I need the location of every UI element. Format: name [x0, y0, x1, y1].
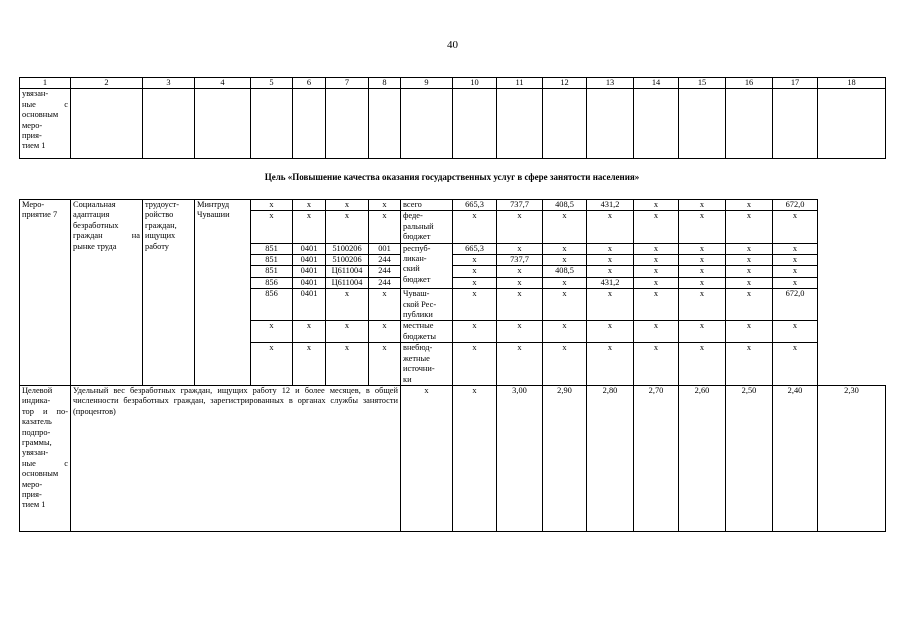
value-cell: x	[587, 211, 634, 243]
source-cell	[401, 200, 453, 211]
source-cell	[401, 243, 453, 289]
label-line: тием 1	[22, 500, 46, 510]
code-cell: 0401	[293, 243, 326, 254]
code-cell: x	[251, 321, 293, 343]
code-cell: x	[326, 211, 369, 243]
executor-line: граждан,	[145, 220, 177, 230]
empty-cell	[679, 89, 726, 159]
col-number: 9	[401, 78, 453, 89]
label-line: подпро-	[22, 427, 51, 437]
code-cell: Ц611004	[326, 266, 369, 277]
code-cell: x	[326, 289, 369, 321]
label-line: прия-	[22, 489, 42, 499]
code-cell: 5100206	[326, 255, 369, 266]
source-line: ральный	[403, 221, 434, 231]
value-cell: x	[634, 321, 679, 343]
value-cell: x	[497, 277, 543, 288]
measure-row	[20, 200, 886, 211]
name-line: безработных	[73, 220, 119, 230]
code-cell: x	[326, 321, 369, 343]
name-line: граждан на	[73, 231, 140, 241]
label-line: индика-	[22, 396, 51, 406]
code-cell: x	[369, 289, 401, 321]
empty-cell	[251, 89, 293, 159]
label-line: приятие 7	[22, 210, 58, 220]
col-number: 14	[634, 78, 679, 89]
col-number: 12	[543, 78, 587, 89]
code-cell: 856	[251, 277, 293, 288]
value-cell: x	[543, 211, 587, 243]
indicator-text: Удельный вес безработных граждан, ищущих работу 12 и более месяцев, в общей численности безработных граждан, зарегистрированных в органах службы занятости (процентов)	[71, 385, 401, 531]
empty-cell	[726, 89, 773, 159]
indicator-label	[20, 385, 71, 531]
code-cell: x	[369, 200, 401, 211]
code-cell: x	[293, 343, 326, 386]
code-cell: x	[293, 321, 326, 343]
col-number: 8	[369, 78, 401, 89]
code-cell: x	[326, 200, 369, 211]
empty-cell	[143, 89, 195, 159]
value-cell: x	[679, 266, 726, 277]
value-cell: x	[773, 343, 818, 386]
value-cell: 408,5	[543, 266, 587, 277]
value-cell: x	[453, 266, 497, 277]
value-cell: x	[679, 200, 726, 211]
empty-cell	[773, 89, 818, 159]
code-cell: x	[369, 211, 401, 243]
value-cell: x	[679, 289, 726, 321]
ministry-line: Минтруд	[197, 200, 230, 209]
value-cell: x	[453, 211, 497, 243]
value-cell: x	[726, 211, 773, 243]
value-cell: 431,2	[587, 200, 634, 211]
value-cell: x	[679, 255, 726, 266]
col-number: 2	[71, 78, 143, 89]
column-number-row	[20, 78, 886, 89]
value-cell: x	[773, 211, 818, 243]
value-cell: 2,40	[773, 385, 818, 531]
code-cell: 856	[251, 289, 293, 321]
label-line: основным	[22, 469, 59, 479]
code-cell: 0401	[293, 289, 326, 321]
empty-cell	[195, 89, 251, 159]
empty-cell	[818, 89, 886, 159]
name-line: рынке труда	[73, 241, 117, 251]
value-cell: 2,70	[634, 385, 679, 531]
executor-line: трудоуст-	[145, 200, 179, 209]
code-cell: x	[293, 211, 326, 243]
label-line: тор и по-	[22, 406, 68, 416]
source-line: публики	[403, 310, 433, 320]
value-cell: 2,90	[543, 385, 587, 531]
value-cell: x	[726, 277, 773, 288]
value-cell: 2,80	[587, 385, 634, 531]
col-number: 11	[497, 78, 543, 89]
value-cell: x	[587, 343, 634, 386]
value-cell: x	[679, 211, 726, 243]
label-line: увязан-	[22, 448, 49, 458]
value-cell: x	[726, 289, 773, 321]
value-cell: 737,7	[497, 200, 543, 211]
value-cell: x	[453, 343, 497, 386]
code-cell: x	[251, 343, 293, 386]
measure-ministry	[195, 200, 251, 386]
code-cell: 5100206	[326, 243, 369, 254]
source-line: респуб-	[403, 243, 431, 253]
source-cell	[401, 321, 453, 343]
value-cell: x	[634, 343, 679, 386]
source-line: источни-	[403, 364, 435, 374]
code-cell: x	[251, 211, 293, 243]
executor-line: ройство	[145, 210, 174, 220]
value-cell: x	[543, 243, 587, 254]
col-number: 7	[326, 78, 369, 89]
empty-cell	[543, 89, 587, 159]
value-cell: 672,0	[773, 200, 818, 211]
source-line: внебюд-	[403, 343, 433, 353]
col-number: 16	[726, 78, 773, 89]
value-cell: x	[773, 277, 818, 288]
value-cell: x	[587, 255, 634, 266]
value-cell: x	[453, 289, 497, 321]
value-cell: x	[543, 343, 587, 386]
name-line: Социальная	[73, 200, 116, 209]
source-cell	[401, 343, 453, 386]
source-line: бюджет	[403, 232, 431, 242]
value-cell: x	[679, 343, 726, 386]
value-cell: x	[587, 289, 634, 321]
table-continuation	[19, 77, 886, 159]
code-cell: x	[251, 200, 293, 211]
label-line: увязан-	[22, 89, 49, 99]
empty-cell	[71, 89, 143, 159]
value-cell: x	[543, 289, 587, 321]
code-cell: 851	[251, 255, 293, 266]
code-cell: 0401	[293, 266, 326, 277]
value-cell: x	[726, 266, 773, 277]
value-cell: x	[726, 255, 773, 266]
value-cell: x	[497, 289, 543, 321]
col-number: 17	[773, 78, 818, 89]
code-cell: 851	[251, 266, 293, 277]
col-number: 15	[679, 78, 726, 89]
source-line: всего	[403, 200, 422, 209]
value-cell: 665,3	[453, 243, 497, 254]
source-line: местные	[403, 321, 434, 331]
continuation-label	[20, 89, 71, 159]
empty-cell	[369, 89, 401, 159]
code-cell: 244	[369, 277, 401, 288]
empty-cell	[326, 89, 369, 159]
source-line: ки	[403, 374, 412, 384]
value-cell: 408,5	[543, 200, 587, 211]
value-cell: x	[773, 255, 818, 266]
empty-cell	[587, 89, 634, 159]
label-line: граммы,	[22, 437, 52, 447]
empty-cell	[497, 89, 543, 159]
source-line: феде-	[403, 211, 423, 221]
measure-executor	[143, 200, 195, 386]
name-line: адаптация	[73, 210, 110, 220]
value-cell: x	[726, 321, 773, 343]
value-cell: x	[726, 200, 773, 211]
value-cell: 431,2	[587, 277, 634, 288]
value-cell: x	[587, 266, 634, 277]
value-cell: x	[634, 200, 679, 211]
value-cell: x	[497, 243, 543, 254]
code-cell: 851	[251, 243, 293, 254]
source-line: бюджеты	[403, 331, 437, 341]
value-cell: 2,30	[818, 385, 886, 531]
col-number: 10	[453, 78, 497, 89]
label-line: ные с	[22, 458, 68, 468]
label-line: ные с	[22, 99, 68, 109]
value-cell: x	[453, 277, 497, 288]
value-cell: x	[679, 243, 726, 254]
value-cell: x	[453, 385, 497, 531]
source-cell	[401, 289, 453, 321]
value-cell: x	[634, 211, 679, 243]
value-cell: x	[773, 243, 818, 254]
col-number: 18	[818, 78, 886, 89]
measure-body	[20, 200, 886, 532]
measure-name	[71, 200, 143, 386]
value-cell: x	[543, 277, 587, 288]
value-cell: x	[497, 343, 543, 386]
source-line: жетные	[403, 353, 430, 363]
measure-label	[20, 200, 71, 386]
value-cell: x	[453, 255, 497, 266]
col-number: 5	[251, 78, 293, 89]
value-cell: 665,3	[453, 200, 497, 211]
code-cell: x	[326, 343, 369, 386]
code-cell: x	[369, 343, 401, 386]
code-cell: 244	[369, 255, 401, 266]
executor-line: работу	[145, 241, 169, 251]
value-cell: x	[726, 243, 773, 254]
code-cell: 0401	[293, 255, 326, 266]
label-line: Целевой	[22, 385, 53, 395]
value-cell: 3,00	[497, 385, 543, 531]
source-line: ский	[403, 264, 420, 274]
col-number: 13	[587, 78, 634, 89]
label-line: прия-	[22, 131, 42, 141]
value-cell: x	[773, 266, 818, 277]
value-cell: x	[634, 289, 679, 321]
indicator-row	[20, 385, 886, 531]
col-number: 4	[195, 78, 251, 89]
value-cell: x	[634, 266, 679, 277]
empty-cell	[453, 89, 497, 159]
value-cell: x	[634, 243, 679, 254]
value-cell: x	[497, 211, 543, 243]
value-cell: x	[401, 385, 453, 531]
source-line: ликан-	[403, 254, 427, 264]
code-cell: x	[369, 321, 401, 343]
col-number: 3	[143, 78, 195, 89]
value-cell: x	[543, 321, 587, 343]
source-cell	[401, 211, 453, 243]
label-line: основным	[22, 110, 59, 120]
value-cell: x	[497, 266, 543, 277]
value-cell: 672,0	[773, 289, 818, 321]
code-cell: 001	[369, 243, 401, 254]
source-line: Чуваш-	[403, 289, 430, 299]
value-cell: x	[679, 277, 726, 288]
code-cell: 0401	[293, 277, 326, 288]
value-cell: 2,50	[726, 385, 773, 531]
ministry-line: Чувашии	[197, 210, 230, 220]
code-cell: Ц611004	[326, 277, 369, 288]
col-number: 6	[293, 78, 326, 89]
label-line: меро-	[22, 120, 43, 130]
value-cell: 2,60	[679, 385, 726, 531]
empty-cell	[634, 89, 679, 159]
page-number: 40	[447, 39, 458, 51]
value-cell: x	[634, 255, 679, 266]
table-measure	[19, 199, 886, 532]
label-line: Меро-	[22, 200, 45, 209]
label-line: тием 1	[22, 141, 46, 151]
value-cell: x	[634, 277, 679, 288]
value-cell: x	[587, 321, 634, 343]
value-cell: x	[587, 243, 634, 254]
empty-cell	[401, 89, 453, 159]
value-cell: x	[726, 343, 773, 386]
value-cell: x	[497, 321, 543, 343]
code-cell: x	[293, 200, 326, 211]
executor-line: ищущих	[145, 231, 176, 241]
col-number: 1	[20, 78, 71, 89]
continuation-row	[20, 89, 886, 159]
empty-cell	[293, 89, 326, 159]
label-line: казатель	[22, 417, 52, 427]
value-cell: x	[773, 321, 818, 343]
source-line: ской Рес-	[403, 299, 437, 309]
label-line: меро-	[22, 479, 43, 489]
source-line: бюджет	[403, 274, 431, 284]
goal-title: Цель «Повышение качества оказания государственных услуг в сфере занятости населения»	[264, 172, 640, 182]
value-cell: x	[679, 321, 726, 343]
value-cell: x	[453, 321, 497, 343]
code-cell: 244	[369, 266, 401, 277]
value-cell: 737,7	[497, 255, 543, 266]
value-cell: x	[543, 255, 587, 266]
